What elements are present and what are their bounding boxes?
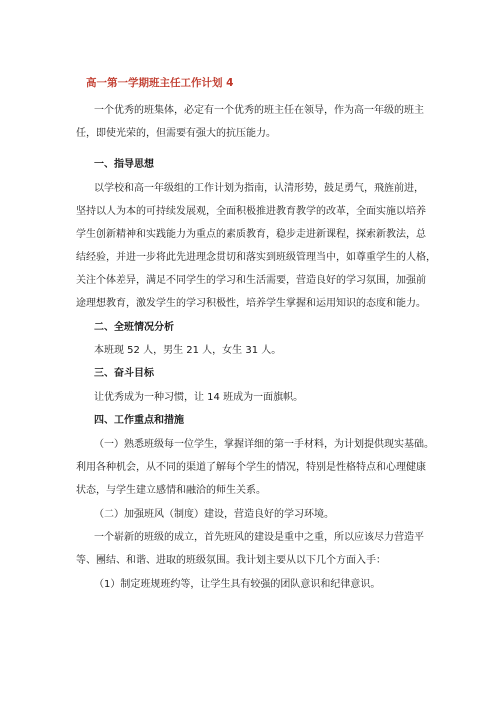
paragraph-line: （1）制定班规班约等，让学生具有较强的团队意识和纪律意识。 [94, 579, 381, 590]
document-title: 高一第一学期班主任工作计划 4 [86, 77, 234, 89]
paragraph-line: 关注个体差异，满足不同学生的学习和生活需要，营造良好的学习氛围，加强前 [76, 275, 426, 286]
paragraph-line: （一）熟悉班级每一位学生，掌握详细的第一手材料，为计划提供现实基础。 [94, 439, 434, 450]
section-heading: 三、奋斗目标 [94, 368, 154, 379]
paragraph-line: 等、團结、和谐、进取的班级氛围。我计划主要从以下几个方面入手： [76, 555, 386, 566]
paragraph-line: 坚持以人为本的可持续发展观，全面积极推进教育教学的改革，全面实施以培养 [76, 206, 426, 217]
paragraph-line: 让优秀成为一种习惯，让 14 班成为一面旗帜。 [94, 392, 304, 403]
paragraph-line: 结经验，并进一步将此先进理念贯切和落实到班级管理当中，如尊重学生的人格， [76, 252, 436, 263]
paragraph-line: 利用各种机会，从不同的渠道了解每个学生的情况，特别是性格特点和心理健康 [76, 462, 426, 473]
section-heading: 四、工作重点和措施 [94, 415, 184, 426]
paragraph-line: 本班现 52 人，男生 21 人，女生 31 人。 [94, 345, 282, 356]
paragraph-line: 状态，与学生建立感情和融洽的师生关系。 [76, 485, 266, 496]
paragraph-line: 一个优秀的班集体，必定有一个优秀的班主任在领导，作为高一年级的班主 [94, 105, 424, 116]
paragraph-line: 一个崭新的班级的成立，首先班风的建设是重中之重，所以应该尽力营造平 [94, 532, 424, 543]
paragraph-line: 任，即使光荣的，但需要有强大的抗压能力。 [76, 128, 276, 139]
paragraph-line: 以学校和高一年级组的工作计划为指南，认清形势，鼓足勇气，飛旌前进， [94, 183, 424, 194]
paragraph-line: 学生创新精神和实践能力为重点的素质教育，稳步走进新课程，探索新教法，总 [76, 229, 426, 240]
paragraph-line: 途理想教育，激发学生的学习积极性，培养学生掌握和运用知识的态度和能力。 [76, 298, 426, 309]
section-heading: 一、指导思想 [94, 159, 154, 170]
paragraph-line: （二）加强班风（制度）建设，营造良好的学习环境。 [94, 509, 334, 520]
section-heading: 二、全班情况分析 [94, 322, 174, 333]
